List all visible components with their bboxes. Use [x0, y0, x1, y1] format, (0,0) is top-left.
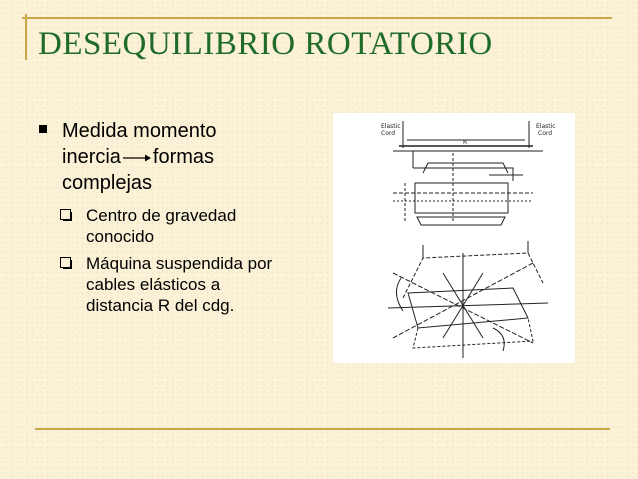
- sub-bullet-2: [36, 253, 326, 316]
- bottom-rule: [35, 428, 610, 430]
- svg-text:Cord: Cord: [381, 130, 396, 137]
- main-bullet: [36, 118, 326, 196]
- sub-bullet-2-line-1: Máquina suspendida por: [86, 254, 273, 273]
- main-bullet-line-3: complejas: [62, 172, 153, 194]
- left-rule: [25, 14, 27, 60]
- suspension-diagram: [333, 113, 575, 363]
- distance-r-label: R: [463, 139, 468, 146]
- main-bullet-line-2: [62, 144, 326, 170]
- sub-bullet-1: [36, 205, 326, 247]
- top-rule: [22, 17, 612, 19]
- right-arrow-icon: [122, 151, 152, 165]
- sub-bullet-1-line-2: conocido: [86, 227, 155, 246]
- square-bullet-icon: [39, 125, 47, 133]
- sub-bullet-2-line-2: cables elásticos a: [86, 275, 221, 294]
- main-bullet-text-formas: formas: [152, 146, 215, 168]
- sub-bullet-1-line-1: Centro de gravedad: [86, 206, 237, 225]
- sub-bullet-2-line-3: distancia R del cdg.: [86, 296, 235, 315]
- svg-text:Cord: Cord: [538, 130, 553, 137]
- main-bullet-line-1: Medida momento: [62, 120, 217, 142]
- slide-title: DESEQUILIBRIO ROTATORIO: [38, 26, 493, 62]
- elastic-cord-left-label: Elastic: [381, 123, 401, 130]
- main-bullet-text-inercia: inercia: [62, 146, 121, 168]
- elastic-cord-right-label: Elastic: [536, 123, 556, 130]
- checkbox-bullet-icon: [60, 257, 71, 268]
- checkbox-bullet-icon: [60, 209, 71, 220]
- bullet-list: [36, 118, 326, 316]
